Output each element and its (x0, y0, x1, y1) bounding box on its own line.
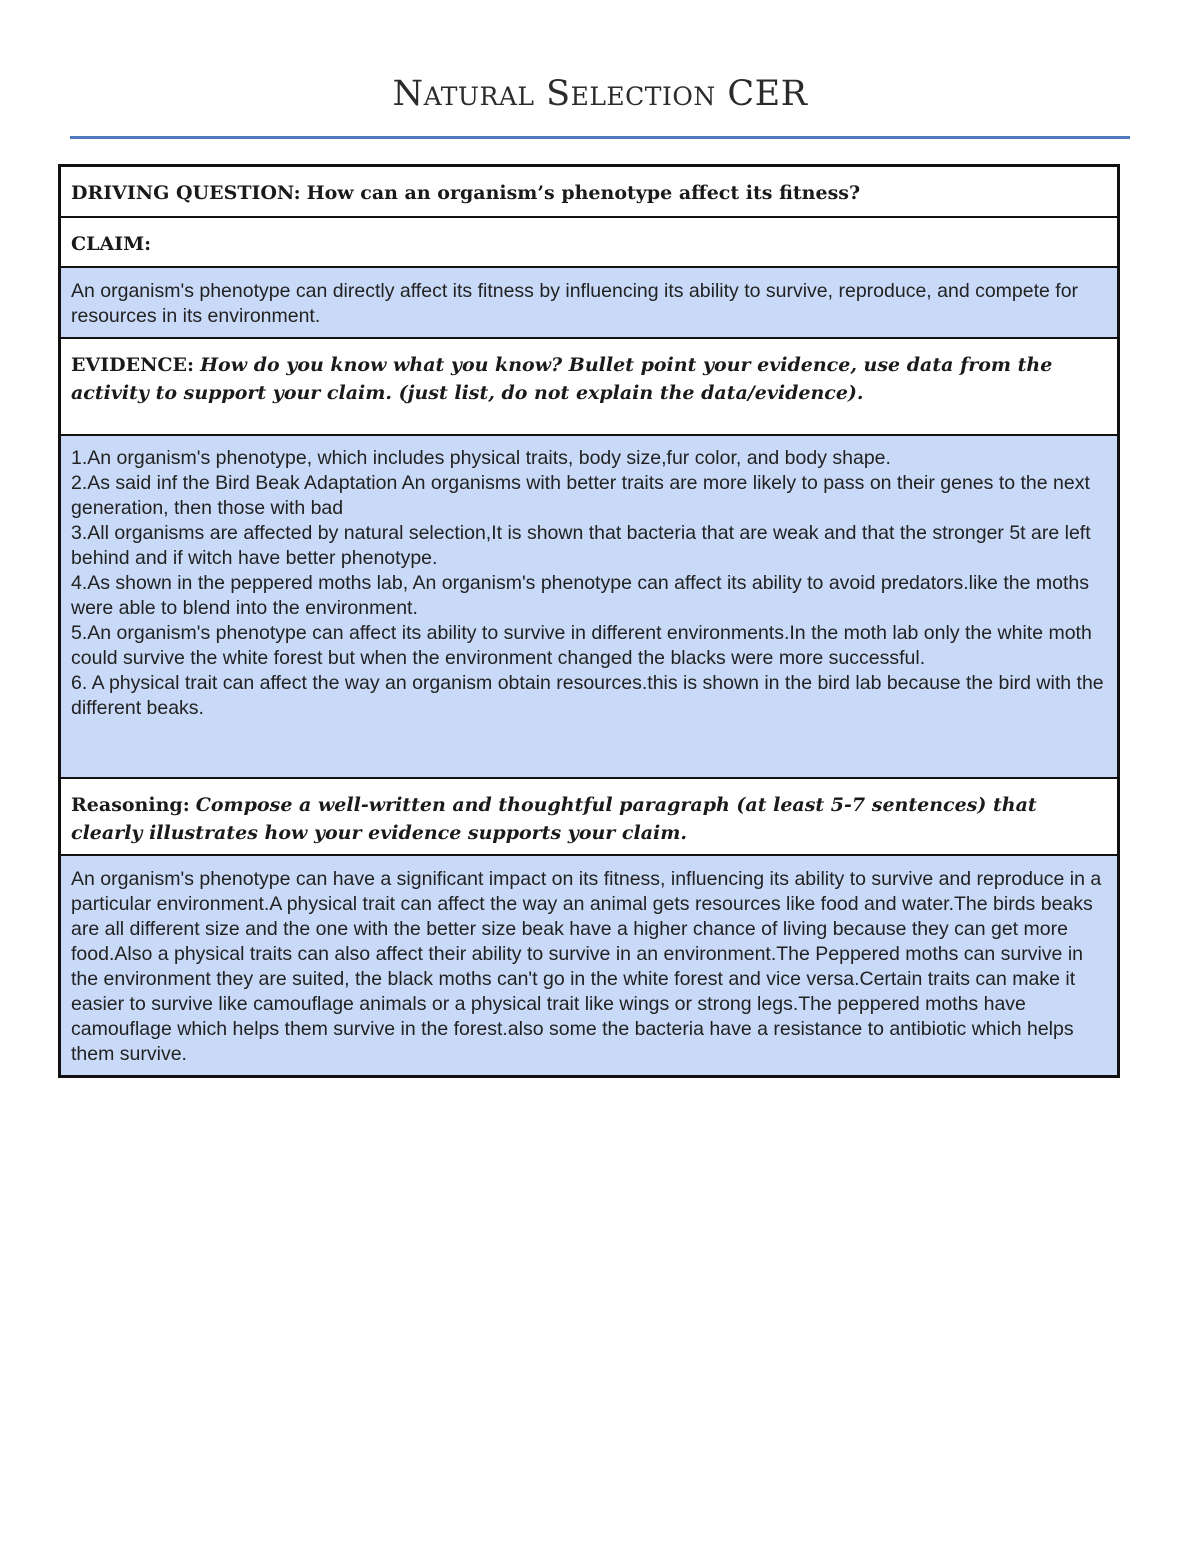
evidence-prompt: How do you know what you know? Bullet point your evidence, use data from the activity to support your claim. (just list, do not explain the data/evidence). (71, 354, 1053, 404)
driving-question-text: How can an organism’s phenotype affect its fitness? (306, 182, 861, 204)
evidence-item: 6. A physical trait can affect the way an organism obtain resources.this is shown in the bird lab because the bird with the different beaks. (71, 672, 1104, 719)
reasoning-answer-text: An organism's phenotype can have a significant impact on its fitness, influencing its ability to survive and reproduce in a particular environment.A physical trait can affect the way an animal gets resources like food and water.The birds beaks are all different size and the one with the better size beak have a higher chance of living because they can get more food.Also a physical traits can also affect their ability to survive in an environment.The Peppered moths can survive in the environment they are suited, the black moths can't go in the white forest and vice versa.Certain traits can make it easier to survive like camouflage animals or a physical trait like wings or strong legs.The peppered moths have camouflage which helps them survive in the forest.also some the bacteria have a resistance to antibiotic which helps them survive. (71, 868, 1102, 1065)
reasoning-label: Reasoning: (71, 794, 190, 816)
reasoning-header-row (61, 779, 1117, 856)
evidence-item: 3.All organisms are affected by natural selection,It is shown that bacteria that are weak and that the stronger 5t are left behind and if witch have better phenotype. (71, 522, 1091, 569)
title-underline (70, 136, 1130, 139)
evidence-item: 5.An organism's phenotype can affect its ability to survive in different environments.In the moth lab only the white moth could survive the white forest but when the environment changed the blacks were more successful. (71, 622, 1092, 669)
document-title: Natural Selection CER (392, 74, 808, 114)
reasoning-prompt: Compose a well-written and thoughtful paragraph (at least 5-7 sentences) that clearly illustrates how your evidence supports your claim. (71, 794, 1037, 844)
evidence-header-row (61, 339, 1117, 436)
claim-label: CLAIM: (71, 233, 152, 255)
driving-question-row (61, 167, 1117, 218)
claim-answer-row[interactable] (61, 268, 1117, 339)
evidence-item: 2.As said inf the Bird Beak Adaptation An organisms with better traits are more likely to pass on their genes to the next generation, then those with bad (71, 472, 1090, 519)
evidence-item: 4.As shown in the peppered moths lab, An organism's phenotype can affect its ability to avoid predators.like the moths were able to blend into the environment. (71, 572, 1089, 619)
evidence-item: 1.An organism's phenotype, which includes physical traits, body size,fur color, and body shape. (71, 447, 891, 469)
evidence-label: EVIDENCE: (71, 354, 195, 376)
reasoning-answer-row[interactable] (61, 856, 1117, 1075)
evidence-answer-row[interactable] (61, 436, 1117, 779)
claim-answer-text: An organism's phenotype can directly affect its fitness by influencing its ability to survive, reproduce, and compete for resources in its environment. (71, 280, 1079, 327)
driving-question-label: DRIVING QUESTION: (71, 182, 301, 204)
claim-header-row (61, 218, 1117, 268)
cer-table (58, 164, 1120, 1078)
